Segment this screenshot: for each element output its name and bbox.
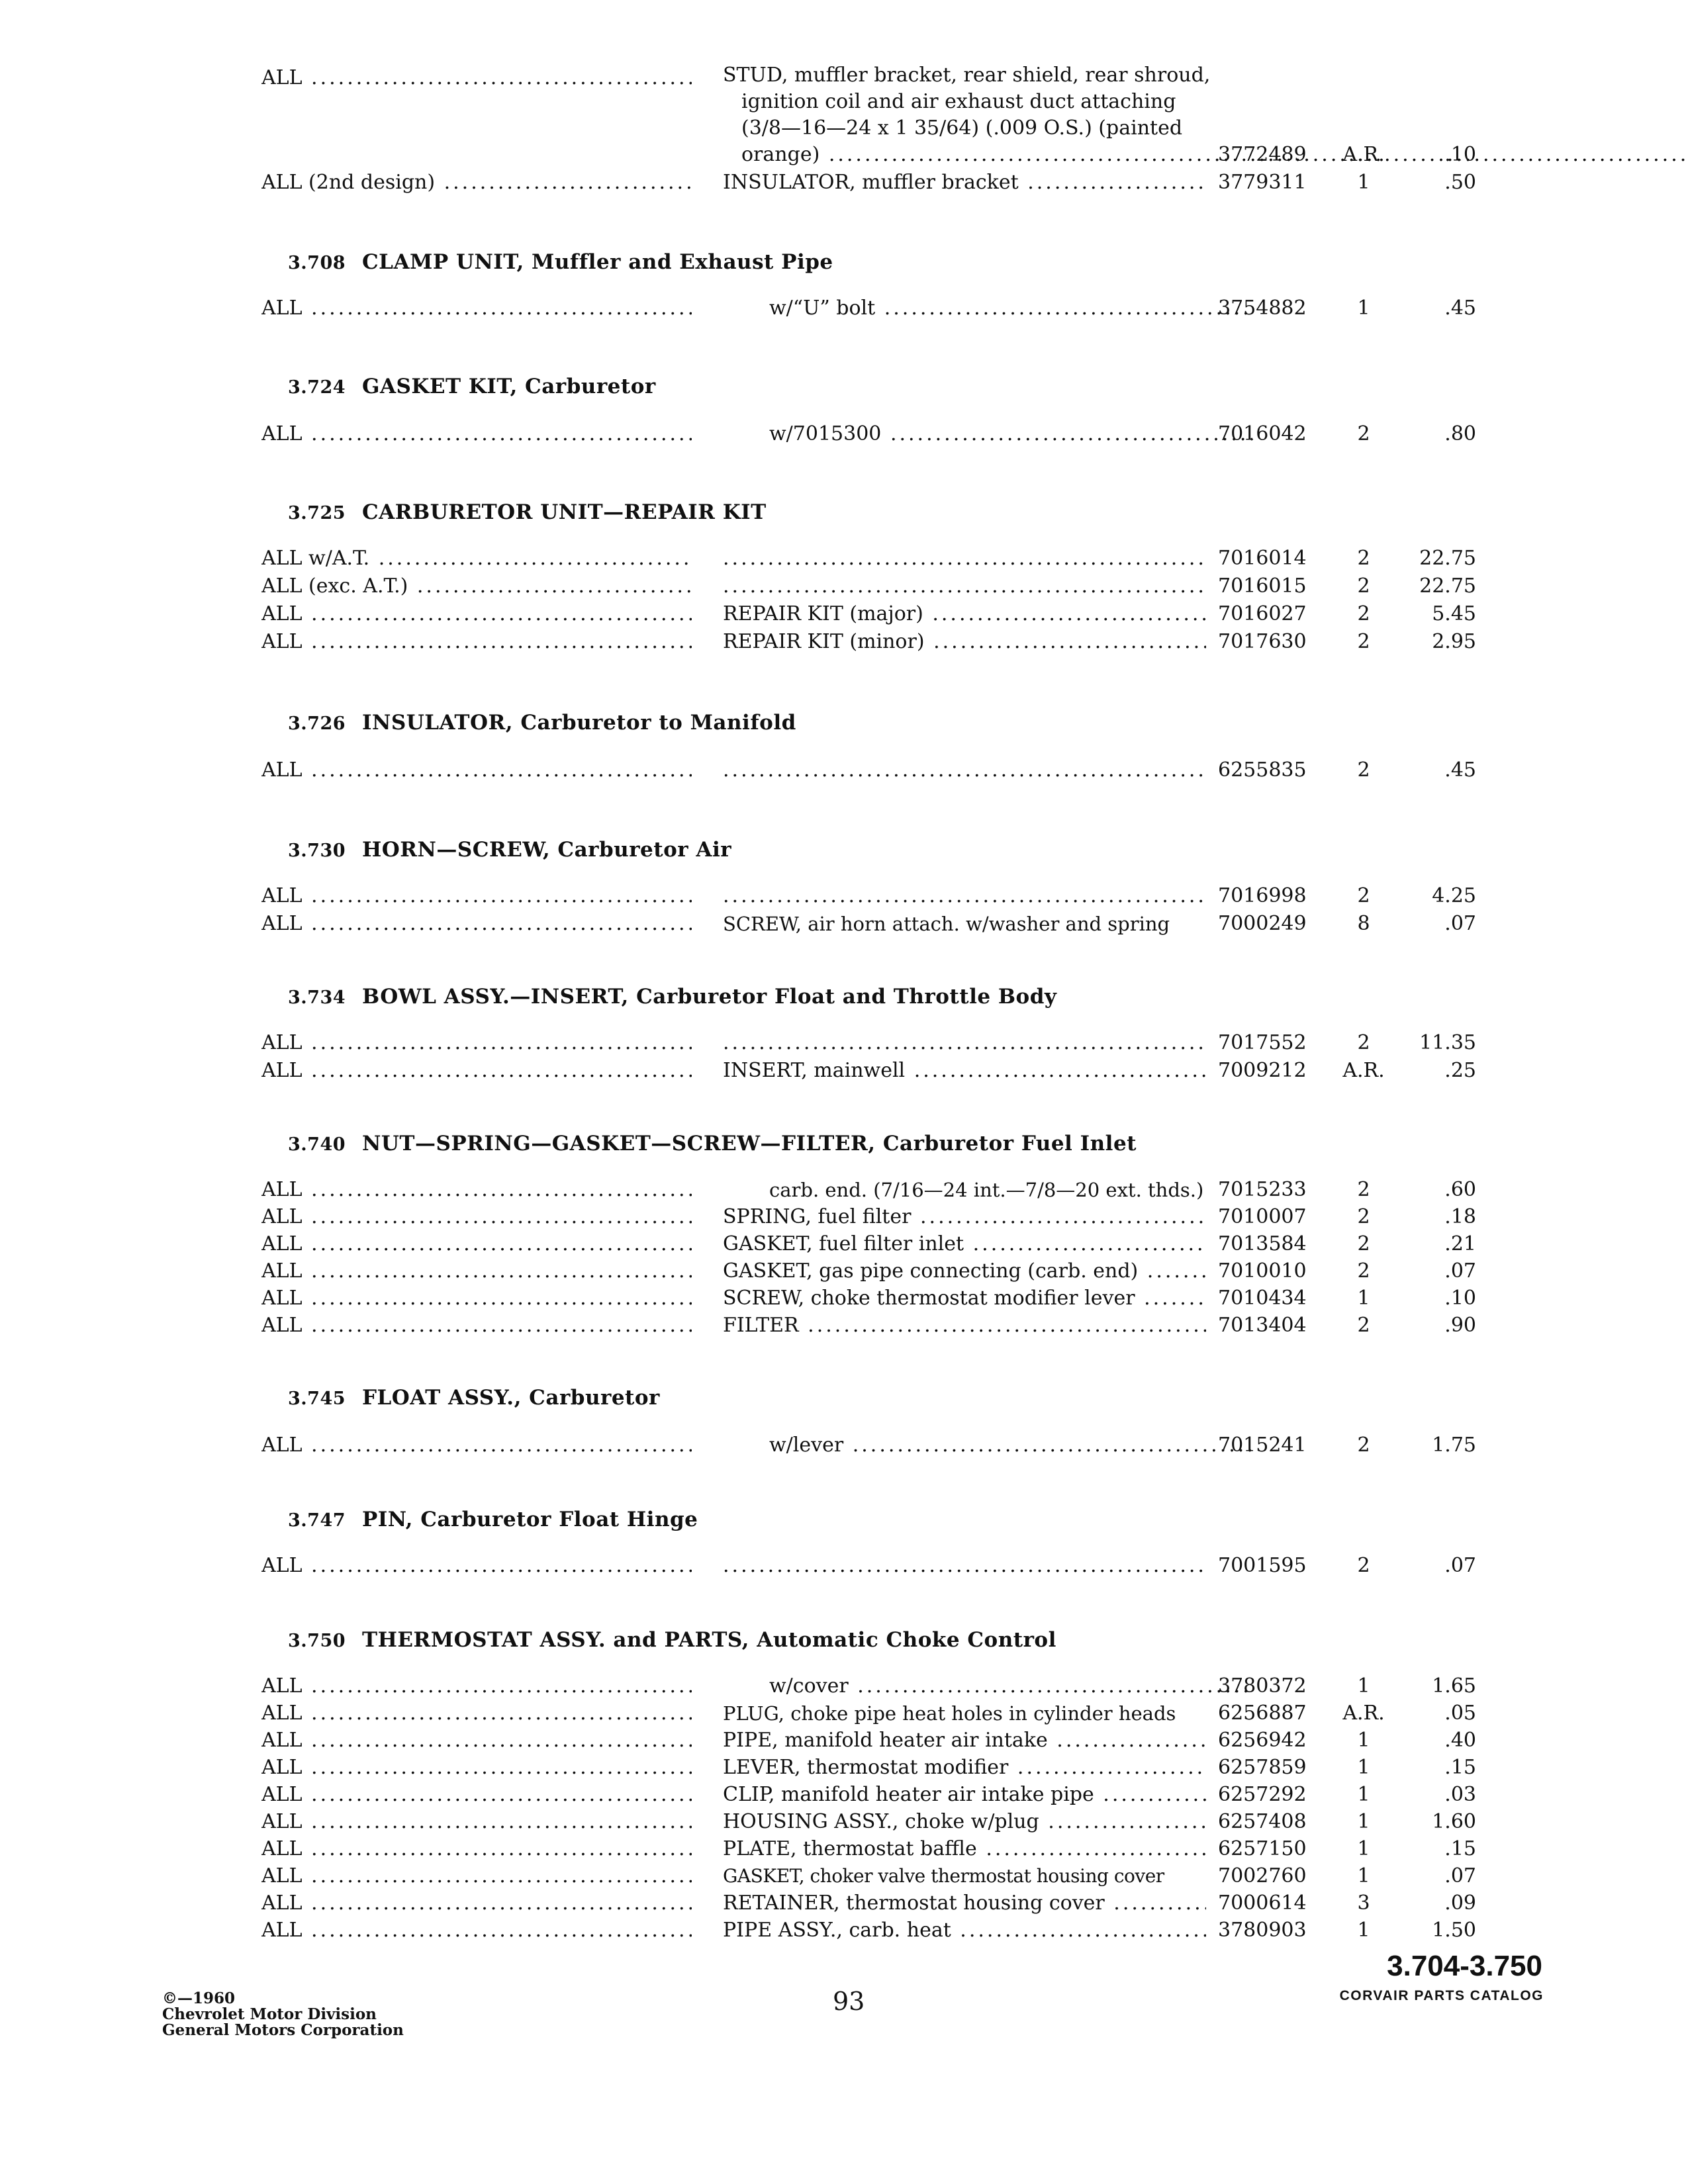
section-number: 3.726 (288, 713, 346, 734)
quantity: 1 (1357, 1864, 1370, 1888)
table-row (0, 883, 1688, 909)
section-title: CARBURETOR UNIT—REPAIR KIT (362, 500, 767, 524)
description-cell (723, 883, 1206, 909)
description-cell: SCREW, air horn attach. w/washer and spring (723, 913, 1170, 935)
section-heading (288, 838, 731, 862)
model-cell: ALL ..... (261, 1432, 692, 1459)
section-heading (288, 500, 767, 524)
section-heading (288, 375, 656, 398)
description-cell (723, 1553, 1206, 1579)
description-cell: LEVER, thermostat modifier ..... (723, 1754, 1206, 1781)
price: 1.75 (1432, 1433, 1476, 1457)
description-cell: GASKET, gas pipe connecting (carb. end) ..... (723, 1258, 1206, 1285)
table-row (0, 1058, 1688, 1084)
model-cell: ALL ..... (261, 1809, 692, 1835)
model-cell: ALL ..... (261, 1754, 692, 1781)
model-cell: ALL (exc. A.T.) ..... (261, 573, 692, 600)
model-cell: ALL ..... (261, 629, 692, 655)
description-cell: SCREW, choke thermostat modifier lever ..... (723, 1285, 1206, 1312)
model-cell: ALL ..... (261, 1673, 692, 1700)
section-title: HORN—SCREW, Carburetor Air (362, 838, 732, 862)
quantity: A.R. (1342, 1702, 1385, 1725)
price: .07 (1444, 1554, 1476, 1577)
part-number: 7002760 (1218, 1864, 1307, 1888)
description-cell (723, 573, 1206, 600)
part-number: 3780903 (1218, 1919, 1307, 1942)
desc-line: orange) ..... (723, 142, 1213, 168)
price: .25 (1444, 1059, 1476, 1082)
part-number: 3754882 (1218, 296, 1307, 320)
description-cell: HOUSING ASSY., choke w/plug ..... (723, 1809, 1206, 1835)
part-number: 7000249 (1218, 912, 1307, 935)
description-cell: CLIP, manifold heater air intake pipe ..... (723, 1782, 1206, 1808)
model-cell: ALL ..... (261, 1231, 692, 1257)
part-number: 7017630 (1218, 630, 1307, 653)
price: .05 (1444, 1702, 1476, 1725)
section-number: 3.734 (288, 987, 346, 1008)
price: .07 (1444, 1864, 1476, 1888)
quantity: 2 (1357, 602, 1370, 625)
part-number: 7013404 (1218, 1314, 1307, 1337)
section-heading (288, 1628, 1056, 1652)
price: 22.75 (1419, 547, 1476, 570)
table-row (0, 1177, 1688, 1203)
quantity: 2 (1357, 630, 1370, 653)
price: .40 (1444, 1729, 1476, 1752)
part-number: 7016998 (1218, 884, 1307, 907)
corporation-line: General Motors Corporation (162, 2021, 404, 2039)
description-cell (723, 545, 1206, 572)
quantity: 2 (1357, 547, 1370, 570)
section-number: 3.750 (288, 1631, 346, 1651)
quantity: 2 (1357, 1031, 1370, 1054)
section-title: INSULATOR, Carburetor to Manifold (362, 711, 796, 735)
table-row (0, 1285, 1688, 1312)
quantity: 8 (1357, 912, 1370, 935)
description-cell: carb. end. (7/16—24 int.—7/8—20 ext. thds.) (769, 1179, 1204, 1201)
section-title: NUT—SPRING—GASKET—SCREW—FILTER, Carburetor Fuel Inlet (362, 1132, 1137, 1156)
model-cell: ALL ..... (261, 757, 692, 784)
description-cell: PIPE, manifold heater air intake ..... (723, 1727, 1206, 1754)
model-cell: ALL ..... (261, 1836, 692, 1862)
table-row (0, 1754, 1688, 1781)
description-cell: FILTER ..... (723, 1312, 1206, 1339)
description-cell: RETAINER, thermostat housing cover ..... (723, 1890, 1206, 1917)
quantity: 3 (1357, 1891, 1370, 1915)
model-cell: ALL ..... (261, 1030, 692, 1056)
model-cell: ALL w/A.T. ..... (261, 545, 692, 572)
part-number: 7001595 (1218, 1554, 1307, 1577)
price: .09 (1444, 1891, 1476, 1915)
model-cell: ALL ..... (261, 421, 692, 447)
description-cell: w/cover ..... (723, 1673, 1252, 1700)
price: 1.65 (1432, 1674, 1476, 1698)
table-row (0, 142, 1688, 168)
model-cell: ALL ..... (261, 911, 692, 937)
part-number: 3772489 (1218, 143, 1307, 166)
section-heading (288, 1386, 660, 1410)
section-title: BOWL ASSY.—INSERT, Carburetor Float and Throttle Body (362, 985, 1057, 1009)
quantity: 2 (1357, 1178, 1370, 1201)
model-cell: ALL ..... (261, 1553, 692, 1579)
quantity: A.R. (1342, 143, 1385, 166)
description-cell: GASKET, choker valve thermostat housing cover (723, 1865, 1164, 1887)
table-row (0, 169, 1688, 196)
division-line: Chevrolet Motor Division (162, 2005, 377, 2023)
table-row (0, 573, 1688, 600)
part-number: 6257859 (1218, 1756, 1307, 1779)
part-number: 7016014 (1218, 547, 1307, 570)
price: 5.45 (1432, 602, 1476, 625)
quantity: A.R. (1342, 1059, 1385, 1082)
part-number: 6257408 (1218, 1810, 1307, 1833)
quantity: 1 (1357, 171, 1370, 194)
table-row (0, 421, 1688, 447)
quantity: 2 (1357, 1554, 1370, 1577)
desc-line: ignition coil and air exhaust duct attaching (741, 90, 1176, 113)
price: .15 (1444, 1837, 1476, 1860)
section-heading (288, 985, 1056, 1009)
quantity: 2 (1357, 1259, 1370, 1283)
quantity: 1 (1357, 1919, 1370, 1942)
catalog-title: CORVAIR PARTS CATALOG (1339, 1988, 1544, 2003)
price: .15 (1444, 1756, 1476, 1779)
part-number: 3780372 (1218, 1674, 1307, 1698)
price: .10 (1444, 143, 1476, 166)
quantity: 2 (1357, 1205, 1370, 1228)
part-number: 7000614 (1218, 1891, 1307, 1915)
price: 22.75 (1419, 574, 1476, 598)
part-number: 7017552 (1218, 1031, 1307, 1054)
part-number: 6256887 (1218, 1702, 1307, 1725)
table-row (0, 1553, 1688, 1579)
price: .45 (1444, 296, 1476, 320)
part-number: 6255835 (1218, 758, 1307, 782)
price: .50 (1444, 171, 1476, 194)
part-number: 7013584 (1218, 1232, 1307, 1255)
model-cell: ALL ..... (261, 65, 692, 91)
section-range: 3.704-3.750 (1387, 1950, 1542, 1982)
part-number: 7009212 (1218, 1059, 1307, 1082)
model-cell: ALL ..... (261, 601, 692, 627)
part-number: 7010007 (1218, 1205, 1307, 1228)
copyright-line: ©—1960 (162, 1989, 236, 2007)
table-row (0, 1258, 1688, 1285)
table-row (0, 545, 1688, 572)
price: 1.50 (1432, 1919, 1476, 1942)
quantity: 2 (1357, 574, 1370, 598)
price: 1.60 (1432, 1810, 1476, 1833)
price: .80 (1444, 422, 1476, 445)
model-cell: ALL ..... (261, 295, 692, 322)
quantity: 1 (1357, 1837, 1370, 1860)
quantity: 1 (1357, 1783, 1370, 1806)
quantity: 2 (1357, 1314, 1370, 1337)
section-number: 3.740 (288, 1134, 346, 1155)
table-row (0, 911, 1688, 937)
table-row (0, 1673, 1688, 1700)
model-cell: ALL ..... (261, 1727, 692, 1754)
part-number: 7010010 (1218, 1259, 1307, 1283)
page-number: 93 (833, 1987, 865, 2016)
description-cell: SPRING, fuel filter ..... (723, 1204, 1206, 1230)
part-number: 7016027 (1218, 602, 1307, 625)
price: .18 (1444, 1205, 1476, 1228)
model-cell: ALL ..... (261, 1917, 692, 1944)
price: .07 (1444, 1259, 1476, 1283)
quantity: 1 (1357, 296, 1370, 320)
part-number: 6257150 (1218, 1837, 1307, 1860)
quantity: 2 (1357, 1433, 1370, 1457)
model-cell: ALL ..... (261, 1700, 692, 1727)
description-cell: PLUG, choke pipe heat holes in cylinder heads (723, 1702, 1176, 1725)
quantity: 1 (1357, 1756, 1370, 1779)
price: .60 (1444, 1178, 1476, 1201)
price: .10 (1444, 1287, 1476, 1310)
section-number: 3.725 (288, 503, 346, 523)
table-row (0, 1231, 1688, 1257)
description-cell (723, 1030, 1206, 1056)
table-row (0, 1727, 1688, 1754)
price: .03 (1444, 1783, 1476, 1806)
quantity: 1 (1357, 1729, 1370, 1752)
description-cell: INSULATOR, muffler bracket ..... (723, 169, 1206, 196)
section-number: 3.745 (288, 1388, 346, 1409)
model-cell: ALL (2nd design) ..... (261, 169, 692, 196)
part-number: 7010434 (1218, 1287, 1307, 1310)
quantity: 2 (1357, 422, 1370, 445)
part-number: 6257292 (1218, 1783, 1307, 1806)
table-row (0, 1312, 1688, 1339)
description-cell (723, 757, 1206, 784)
publisher-credit (162, 1991, 404, 2038)
section-number: 3.724 (288, 377, 346, 398)
description-cell: w/lever ..... (723, 1432, 1252, 1459)
section-title: CLAMP UNIT, Muffler and Exhaust Pipe (362, 250, 833, 274)
part-number: 7015233 (1218, 1178, 1307, 1201)
price: .21 (1444, 1232, 1476, 1255)
model-cell: ALL ..... (261, 1258, 692, 1285)
description-cell: PIPE ASSY., carb. heat ..... (723, 1917, 1206, 1944)
model-cell: ALL ..... (261, 1890, 692, 1917)
description-cell: REPAIR KIT (minor) ..... (723, 629, 1206, 655)
table-row (0, 1890, 1688, 1917)
quantity: 1 (1357, 1810, 1370, 1833)
model-cell: ALL ..... (261, 1863, 692, 1889)
section-number: 3.708 (288, 253, 346, 273)
section-title: THERMOSTAT ASSY. and PARTS, Automatic Choke Control (362, 1628, 1056, 1652)
quantity: 2 (1357, 1232, 1370, 1255)
table-row (0, 1204, 1688, 1230)
quantity: 2 (1357, 884, 1370, 907)
quantity: 1 (1357, 1674, 1370, 1698)
section-heading (288, 1132, 1137, 1156)
price: 4.25 (1432, 884, 1476, 907)
model-cell: ALL ..... (261, 1312, 692, 1339)
section-title: PIN, Carburetor Float Hinge (362, 1508, 698, 1531)
quantity: 2 (1357, 758, 1370, 782)
model-cell: ALL ..... (261, 1177, 692, 1203)
part-number: 7016015 (1218, 574, 1307, 598)
table-row (0, 1809, 1688, 1835)
section-title: GASKET KIT, Carburetor (362, 375, 656, 398)
table-row (0, 1700, 1688, 1727)
table-row (0, 1782, 1688, 1808)
price: .07 (1444, 912, 1476, 935)
model-cell: ALL ..... (261, 1782, 692, 1808)
table-row (0, 1863, 1688, 1889)
table-row (0, 1917, 1688, 1944)
section-number: 3.747 (288, 1510, 346, 1531)
model-cell: ALL ..... (261, 883, 692, 909)
section-heading (288, 711, 796, 735)
quantity: 1 (1357, 1287, 1370, 1310)
table-row (0, 601, 1688, 627)
table-row (0, 629, 1688, 655)
table-row (0, 1030, 1688, 1056)
description-cell: INSERT, mainwell ..... (723, 1058, 1206, 1084)
table-row (0, 1432, 1688, 1459)
desc-line: STUD, muffler bracket, rear shield, rear shroud, (723, 64, 1211, 87)
part-number: 7015241 (1218, 1433, 1307, 1457)
description-cell: REPAIR KIT (major) ..... (723, 601, 1206, 627)
desc-line: (3/8—16—24 x 1 35/64) (.009 O.S.) (painted (741, 116, 1183, 140)
part-number: 3779311 (1218, 171, 1307, 194)
model-cell: ALL ..... (261, 1204, 692, 1230)
price: .45 (1444, 758, 1476, 782)
section-heading (288, 1508, 698, 1531)
table-row (0, 757, 1688, 784)
description-cell: w/7015300 ..... (723, 421, 1252, 447)
price: 2.95 (1432, 630, 1476, 653)
section-title: FLOAT ASSY., Carburetor (362, 1386, 660, 1410)
section-number: 3.730 (288, 841, 346, 861)
description-cell: PLATE, thermostat baffle ..... (723, 1836, 1206, 1862)
part-number: 7016042 (1218, 422, 1307, 445)
description-cell: GASKET, fuel filter inlet ..... (723, 1231, 1206, 1257)
price: 11.35 (1419, 1031, 1476, 1054)
table-row (0, 1836, 1688, 1862)
section-heading (288, 250, 833, 274)
model-cell: ALL ..... (261, 1285, 692, 1312)
part-number: 6256942 (1218, 1729, 1307, 1752)
model-cell: ALL ..... (261, 1058, 692, 1084)
price: .90 (1444, 1314, 1476, 1337)
table-row (0, 295, 1688, 322)
description-cell: w/“U” bolt ..... (723, 295, 1252, 322)
